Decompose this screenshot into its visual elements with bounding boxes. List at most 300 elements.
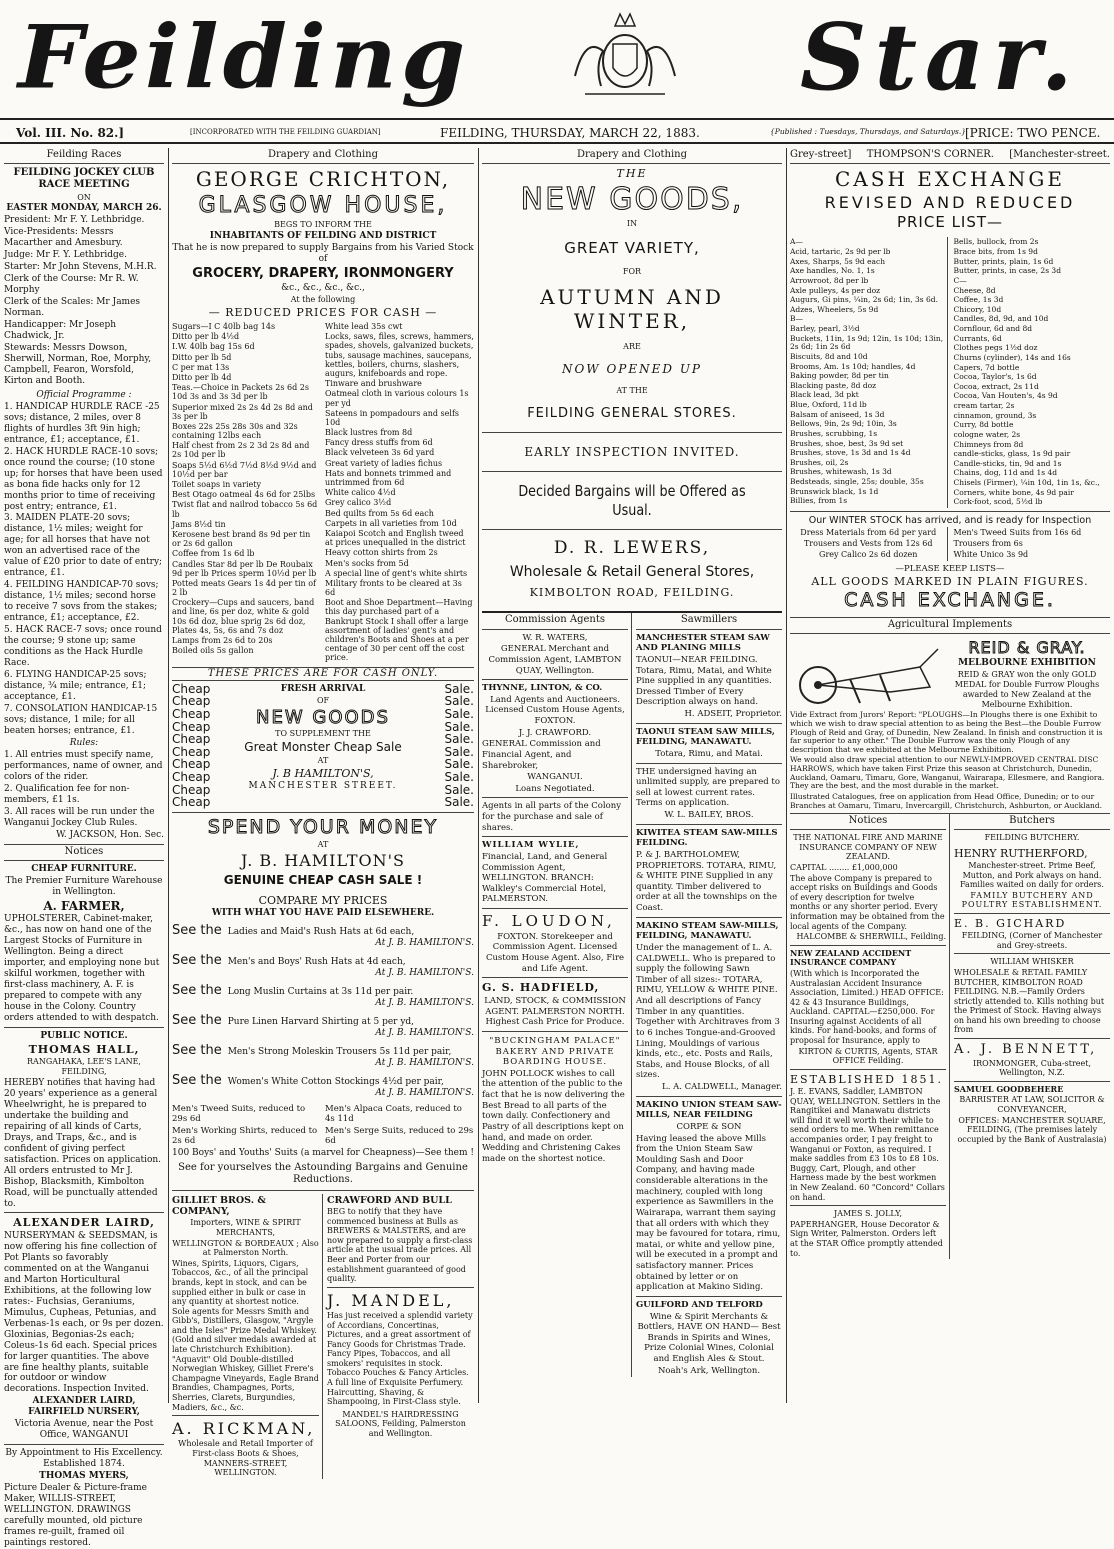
official: Clerk of the Course: Mr R. W. Morphy	[4, 274, 139, 296]
section-heading: Sawmillers	[636, 613, 782, 630]
price-list	[790, 237, 1110, 508]
price-item: Candles, 8d, 9d, and 10d	[953, 314, 1049, 324]
column-3	[482, 148, 782, 1403]
on-text: ON	[77, 192, 91, 202]
price-item: Corners, white bone, 4s 9d pair	[953, 487, 1074, 497]
ad-heading: MAKINO UNION STEAM SAW-MILLS, NEAR FEILDING	[636, 1099, 782, 1121]
ad-heading: J. J. CRAWFORD.	[518, 727, 592, 738]
ad-body: NURSERYMAN & SEEDSMAN, is now offering his fine collection of Pot Plants so favorably commented on at the Wanganui and Marton Horticultural Exhibitions, at the following low rates:- Fuchsias, Geraniums, Mimulus, Cupheas, Petunias, and Verbenas-1s each, or 9s per dozen. Gloxinias, Begonias-2s each; Coleus-1s 6d each. Special prices for larger quantities. The above are fine healthy plants, suitable for outdoor or window decorations. Inspection Invited.	[4, 1230, 164, 1395]
see-item	[172, 953, 474, 979]
ad-body: Having leased the above Mills from the Union Steam Saw Moulding Sash and Door Company, and having made considerable alterations in the machinery, coupled with long experience as Sawmillers in the Wairarapa, warrant them saying that all orders with which they may be favoured for totara, rimu, matai, or white and yellow pine, will be executed in a prompt and satisfactory manner. Prices obtained by letter or on application at Makino Siding.	[636, 1133, 781, 1293]
ad-subheading: BARRISTER AT LAW, SOLICITOR & CONVEYANCER,	[959, 1095, 1105, 1115]
cheap-column	[172, 683, 216, 809]
rule: 2. Qualification fee for non-members, £1 1s.	[4, 783, 130, 805]
cheap-word: Cheap	[172, 719, 211, 734]
jockey-club-heading: FEILDING JOCKEY CLUB RACE MEETING	[13, 167, 155, 191]
cheap-word: Cheap	[172, 769, 211, 784]
see-list	[172, 923, 474, 1099]
price-item: Balsam of aniseed, 1s 3d	[790, 409, 885, 419]
sale-word: Sale.	[444, 732, 474, 747]
race-entry: 3. MAIDEN PLATE-20 sovs; distance, 1½ miles; weight for age; for all horses that have not won an advertised race of the value of £20 prior to date of entry; entrance, £1.	[4, 513, 163, 579]
ad-heading: FEILDING GENERAL STORES.	[527, 405, 737, 421]
ad-address: MANCHESTER STREET.	[248, 781, 398, 791]
price-item: Potted meats Gears 1s 4d per tin of 2 lb	[172, 578, 316, 598]
price-item: White calico 4½d	[325, 488, 396, 498]
ad-heading: CASH EXCHANGE	[835, 167, 1065, 192]
ad-text: OF	[316, 695, 330, 705]
ad-body: PAPERHANGER, House Decorator & Sign Writer, Palmerston. Orders left at the STAR Office promptly attended to.	[790, 1219, 943, 1258]
see-text: Women's White Cotton Stockings 4½d per pair,	[227, 1076, 444, 1087]
price-item: Blacking paste, 8d doz	[790, 380, 877, 390]
programme-heading: Official Programme :	[36, 389, 132, 400]
cheap-word: Cheap	[172, 744, 211, 759]
ad-subheading: FAMILY BUTCHERY AND POULTRY ESTABLISHMENT.	[961, 890, 1103, 910]
issue-date: FEILDING, THURSDAY, MARCH 22, 1883.	[440, 126, 700, 140]
ad-signature: KIRTON & CURTIS, Agents, STAR OFFICE Feilding.	[798, 1046, 938, 1066]
ad-address: RANGAHAKA, LEE'S LANE, FEILDING,	[27, 1057, 141, 1077]
column-rule	[478, 148, 479, 1403]
ad-body: Totara, Rimu, and Matai.	[655, 748, 763, 759]
ad-subheading: EARLY INSPECTION INVITED.	[524, 444, 740, 459]
price-item: Boxes 22s 25s 28s 30s and 32s containing 12lbs each	[172, 421, 298, 441]
price-item: Axe handles, No. 1, 1s	[790, 266, 875, 276]
see-item	[172, 1043, 474, 1069]
see-text: Pure Linen Harvard Shirting at 5 per yd,	[227, 1016, 415, 1027]
column-4-header	[790, 148, 1110, 164]
price-item: cinnamon, ground, 3s	[953, 410, 1037, 420]
official: President: Mr F. Y. Lethbridge.	[4, 215, 145, 226]
ad-heading: THYNNE, LINTON, & CO.	[482, 683, 603, 694]
issue-price: [PRICE: TWO PENCE.	[965, 126, 1101, 140]
ad-text: AT THE	[616, 386, 648, 396]
price-item: Cocoa, extract, 2s 11d	[953, 381, 1039, 391]
ad-heading: THOMAS HALL,	[28, 1042, 140, 1056]
price-item: C—	[953, 275, 967, 285]
price-columns	[172, 321, 474, 664]
price-item: Capers, 7d bottle	[953, 362, 1020, 372]
see-word: See the	[172, 923, 222, 939]
ad-signature: W. L. BAILEY, BROS.	[664, 810, 754, 821]
sale-word: Sale.	[444, 744, 474, 759]
price-item: B—	[790, 314, 804, 324]
price-item: Blue, Oxford, 11d lb	[790, 400, 867, 410]
ad-heading: JAMES S. JOLLY,	[834, 1209, 902, 1219]
column-rule	[786, 148, 787, 1403]
ad-text: BEGS TO INFORM THE	[274, 220, 372, 230]
ad-body: BEG to notify that they have commenced business at Bulls as BREWERS & MALSTERS, and are now prepared to supply a first-class article at the usual trade prices. All Beer and Porter from our establishment guaranteed of good quality.	[327, 1206, 473, 1284]
official: Handicapper: Mr Joseph Chadwick, Jr.	[4, 320, 117, 341]
see-location: At J. B. HAMILTON'S.	[375, 998, 474, 1009]
price-item: Black lustres from 8d	[325, 428, 413, 438]
price-item: Churns (cylinder), 14s and 16s	[953, 352, 1071, 362]
price-item: Bed quilts from 5s 6d each	[325, 508, 434, 518]
race-date: EASTER MONDAY, MARCH 26.	[6, 203, 162, 214]
ad-heading: FRESH ARRIVAL	[280, 683, 366, 694]
royal-crest-icon	[565, 6, 685, 101]
price-item: Curry, 8d bottle	[953, 420, 1014, 430]
price-item: Cocoa, Van Houten's, 4s 9d	[953, 391, 1058, 401]
price-item: Brushes, scrubbing, 1s	[790, 428, 878, 438]
price-item: Lamps from 2s 6d to 20s	[172, 636, 273, 646]
price-item: Brushes, stove, 1s 3d and 1s 4d	[790, 448, 911, 458]
ad-body: The above Company is prepared to accept risks on Buildings and Goods of every description for twelve months or any shorter period. Every information may be obtained from the local agents of the Company.	[790, 873, 945, 931]
price-item: Brooms, Am. 1s 10d; handles, 4d	[790, 361, 916, 371]
ad-subheading: By Appointment to His Excellency. Established 1874.	[5, 1448, 163, 1470]
masthead	[0, 0, 1114, 118]
price-item: C per mat 13s	[172, 362, 230, 372]
section-heading: Drapery and Clothing	[482, 148, 782, 164]
ad-text: IN	[626, 219, 638, 229]
price-item: Locks, saws, files, screws, hammers, spades, shovels, galvanized buckets, tubs, sausage machines, saucepans, kettles, boilers, churns, slashers, augurs, knifeboards and rope.	[325, 332, 474, 378]
ad-heading: REID & GRAY.	[968, 637, 1086, 657]
ad-heading: J. B HAMILTON'S,	[272, 766, 374, 780]
publication-days: {Published : Tuesdays, Thursdays, and Saturdays.}	[770, 127, 966, 136]
price-item: Jams 8½d tin	[172, 519, 226, 529]
ad-heading: SPEND YOUR MONEY	[207, 815, 439, 838]
ad-subheading: INHABITANTS OF FEILDING AND DISTRICT	[209, 231, 437, 242]
cheap-word: Cheap	[172, 795, 211, 810]
race-entry: 7. CONSOLATION HANDICAP-15 sovs; distance, 1 mile; for all beaten horses; entrance, £1.	[4, 703, 158, 736]
see-location: At J. B. HAMILTON'S.	[375, 938, 474, 949]
cheap-word: Cheap	[172, 732, 211, 747]
price-list-left	[790, 237, 948, 508]
section-heading: Commission Agents	[482, 613, 628, 630]
race-list	[4, 402, 164, 737]
winter-item: Trousers and Vests from 12s 6d	[803, 539, 933, 549]
ad-heading: PUBLIC NOTICE.	[40, 1030, 128, 1041]
price-item: Bellows, 9in, 2s 9d; 10in, 3s	[790, 419, 897, 429]
price-item: Heavy cotton shirts from 2s	[325, 548, 438, 558]
see-item	[172, 983, 474, 1009]
ad-heading: ESTABLISHED 1851.	[790, 1072, 943, 1086]
price-item: Cornflour, 6d and 8d	[953, 324, 1033, 334]
price-item: Candles Star 8d per lb De Roubaix 9d per lb Prices sperm 10½d per lb	[172, 559, 317, 578]
ad-text: FOR	[622, 267, 642, 277]
price-item: A special line of gent's white shirts	[325, 568, 468, 578]
price-item: Ditto per lb 4d	[172, 372, 232, 382]
ad-heading: GLASGOW HOUSE,	[198, 192, 448, 218]
ad-subheading: COMPARE MY PRICES	[258, 893, 388, 907]
cheap-word: Cheap	[172, 782, 211, 797]
ad-body: Under the management of L. A. CALDWELL. Who is prepared to supply the following Sawn Timber of all sizes:- TOTARA, RIMU, YELLOW & WHITE PINE. And all descriptions of Fancy Timber in any quantities. Together with Architraves from 3 to 6 inches Tongue-and-Grooved Lining, Mouldings of various kinds, etc., etc. Posts and Rails, Stabs, and House Blocks, of all sizes.	[636, 942, 780, 1081]
price-item: cologne water, 2s	[953, 429, 1021, 439]
ad-heading: W. R. WATERS,	[522, 632, 588, 643]
price-item: Brushes, oil, 2s	[790, 457, 849, 467]
price-item: Soaps 5½d 6½d 7½d 8½d 9½d and 10½d per bar	[172, 460, 317, 479]
winter-item: Men's Tweed Suits from 16s 6d	[953, 528, 1082, 538]
ad-body: P. & J. BARTHOLOMEW, PROPRIETORS. TOTARA, RIMU, & WHITE PINE Supplied in any quantity. Timber delivered to order at all the townships on the Coast.	[636, 849, 777, 914]
ad-text: THE	[616, 167, 648, 181]
winter-item: Dress Materials from 6d per yard	[800, 528, 937, 538]
section-heading: Drapery and Clothing	[172, 148, 474, 164]
ad-text: At the following	[290, 294, 356, 304]
ad-heading: REVISED AND REDUCED	[824, 192, 1076, 212]
ad-body: Illustrated Catalogues, free on application from Head Office, Dunedin; or to our Branches at Oamaru, Timaru, Invercargill, Christchurch, Ashburton, or Auckland.	[790, 791, 1103, 810]
notices-butchers	[790, 813, 1110, 1259]
ad-heading: CHEAP FURNITURE.	[31, 863, 137, 874]
ad-subheading: The Premier Furniture Warehouse in Wellington.	[5, 875, 163, 897]
ad-address: Noah's Ark, Wellington.	[657, 1365, 761, 1376]
secretary-signature: W. JACKSON, Hon. Sec.	[56, 829, 164, 840]
ad-body: Manchester-street. Prime Beef, Mutton, and Pork always on hand. Families waited on daily for orders.	[960, 860, 1104, 890]
ad-body: WHOLESALE & RETAIL FAMILY BUTCHER, KIMBOLTON ROAD FEILDING. N.B.—Family Orders strictly attended to. Kills nothing but the Primest of Stock. Having always on hand his own breeding to choose from	[954, 967, 1105, 1035]
price-item: Currants, 6d	[953, 333, 1002, 343]
ad-body: Wholesale and Retail Importer of First-class Boots & Shoes, MANNERS-STREET, WELLINGTON.	[178, 1439, 313, 1478]
price-item: Great variety of ladies fichus	[325, 458, 443, 468]
price-item: Arrowroot, 8d per lb	[790, 275, 869, 285]
ad-heading: KIWITEA STEAM SAW-MILLS FEILDING.	[636, 827, 778, 849]
ad-heading: GUILFORD AND TELFORD	[636, 1299, 763, 1310]
suit-price: Men's Tweed Suits, reduced to 29s 6d	[172, 1103, 306, 1125]
officials-list	[4, 215, 164, 387]
sale-column	[430, 683, 474, 809]
ad-heading: WILLIAM WHISKER	[990, 957, 1074, 967]
ad-body: Picture Dealer & Picture-frame Maker, WILLIS-STREET, WELLINGTON. DRAWINGS carefully mounted, old picture frames re-guilt, framed oil paintings restored.	[4, 1483, 147, 1549]
price-item: Coffee, 1s 3d	[953, 295, 1004, 305]
suit-price: Men's Working Shirts, reduced to 2s 6d	[172, 1125, 318, 1146]
sale-word: Sale.	[444, 719, 474, 734]
price-item: Cork-foot, scod, 5½d lb	[953, 497, 1043, 507]
price-item: Tinware and brushware	[325, 379, 422, 389]
see-text: Men's Strong Moleskin Trousers 5s 11d per pair,	[227, 1046, 452, 1057]
price-item: Boiled oils 5s gallon	[172, 646, 254, 656]
price-item: Butter, prints, in case, 2s 3d	[953, 266, 1062, 276]
hardware-price-list	[325, 321, 474, 664]
ad-body: We would also draw special attention to our NEWLY-IMPROVED CENTRAL DISC HARROWS, which have taken First Prize this season at Christchurch, Dunedin, Auckland, Oamaru, Timaru, Gore, Wanganui, Wairarapa, Ellesmere, and Rangiora. They are the best, and the most durable in the market.	[790, 755, 1105, 791]
ad-heading: A. RICKMAN,	[172, 1419, 316, 1439]
ad-heading: D. R. LEWERS,	[553, 537, 711, 558]
rules-heading: Rules:	[69, 737, 99, 748]
ad-heading: HENRY RUTHERFORD,	[954, 846, 1088, 860]
price-item: Chains, dog, 11d and 1s 4d	[953, 468, 1058, 478]
ad-body: JOHN POLLOCK wishes to call the attention of the public to the fact that he is now delivering the Best Bread to all parts of the town daily. Confectionery and Pastry of all descriptions kept on hand, and made on order. Wedding and Christening Cakes made on the shortest notice.	[482, 1068, 625, 1164]
ad-subheading: Importers, WINE & SPIRIT MERCHANTS,	[190, 1218, 301, 1237]
column-1	[4, 148, 164, 1549]
grocery-price-list	[172, 321, 321, 664]
ad-body: IRONMONGER, Cuba-street, Wellington, N.Z.	[972, 1058, 1092, 1078]
ad-heading: A. FARMER,	[43, 898, 125, 913]
ad-heading: THE NATIONAL FIRE AND MARINE INSURANCE COMPANY OF NEW ZEALAND.	[793, 833, 943, 862]
price-item: Black lead, 3d pkt	[790, 390, 859, 400]
price-item: White lead 35s cwt	[325, 322, 403, 332]
price-item: Axes, Sharps, 5s 9d each	[790, 256, 886, 266]
price-item: Half chest from 2s 2 3d 2s 8d and 2s 10d per lb	[172, 441, 310, 460]
see-word: See the	[172, 1042, 222, 1058]
price-item: Men's socks from 5d	[325, 558, 409, 568]
ad-heading: GEORGE CRICHTON,	[195, 167, 451, 192]
price-item: Brushes, whitewash, 1s 3d	[790, 467, 892, 477]
official: Judge: Mr F. Y. Lethbridge.	[4, 250, 127, 261]
section-heading: Notices	[790, 814, 946, 830]
ad-subheading: Our WINTER STOCK has arrived, and is ready for Inspection	[808, 514, 1092, 526]
winter-item: Trousers from 6s	[953, 539, 1023, 549]
winter-item: Grey Calico 2s 6d dozen	[819, 549, 918, 559]
official: Stewards: Messrs Dowson, Sherwill, Norman, Roe, Morphy, Campbell, Fearon, Worsfold, Kirton and Booth.	[4, 342, 152, 386]
price-item: Adzes, Wheelers, 5s 9d	[790, 304, 879, 314]
price-item: Kaiapoi Scotch and English tweed at prices unequalled in the district	[325, 528, 466, 548]
ad-heading: J. B. HAMILTON'S	[241, 850, 405, 870]
ad-subheading: MELBOURNE EXHIBITION	[958, 658, 1096, 669]
see-text: Ladies and Maid's Rush Hats at 6d each,	[227, 927, 415, 938]
official: Clerk of the Scales: Mr James Norman.	[4, 297, 141, 319]
ad-heading: NEW ZEALAND ACCIDENT INSURANCE COMPANY	[790, 947, 912, 968]
ad-subheading: Great Monster Cheap Sale	[244, 740, 402, 755]
price-item: Crockery—Cups and saucers, band and line, 6s per doz, white & gold 10s 6d doz, blue sprig 2s 6d doz, Plates 4s, 5s, 6s and 7s doz	[172, 598, 315, 635]
price-item: Cocoa, Taylor's, 1s 6d	[953, 372, 1037, 382]
ad-heading: THOMAS MYERS,	[39, 1471, 129, 1482]
suit-price: Men's Serge Suits, reduced to 29s 6d	[325, 1125, 474, 1146]
ad-body: THE undersigned having an unlimited supply, are prepared to sell at lowest current rates. Terms on application.	[636, 766, 780, 809]
ad-signature: H. ADSEIT, Proprietor.	[684, 709, 782, 720]
price-item: Chimneys from 8d	[953, 439, 1024, 449]
price-item: Brunswick black, 1s 1d	[790, 486, 879, 496]
price-item: Oatmeal cloth in various colours 1s per yd	[325, 389, 469, 408]
official: Starter: Mr John Stevens, M.H.R.	[4, 262, 157, 273]
cheap-sale-block	[172, 683, 474, 809]
section-heading: Butchers	[954, 814, 1110, 830]
ad-heading: Decided Bargains will be Offered as Usual.	[518, 482, 746, 519]
ad-body: GENERAL Commission and Financial Agent, and Sharebroker,	[482, 739, 601, 771]
price-item: Buckets, 11in, 1s 9d; 12in, 1s 10d; 13in, 2s 6d; 1in 2s 6d	[790, 333, 944, 352]
ad-text: ARE	[623, 341, 641, 351]
cheap-word: Cheap	[172, 757, 211, 772]
ad-body: Wine & Spirit Merchants & Bottlers, HAVE ON HAND— Best Brands in Spirits and Wines, Prize Colonial Wines, Colonial and English Ales & Stout.	[637, 1311, 781, 1365]
price-item: Coffee from 1s 6d lb	[172, 549, 255, 559]
ad-text: Agents in all parts of the Colony for the purchase and sale of shares.	[482, 801, 622, 833]
ad-heading: NEW GOODS	[256, 706, 390, 728]
price-item: Brushes, shoe, best, 3s 9d set	[790, 438, 904, 448]
masthead-title-right: Star.	[800, 3, 1081, 111]
ad-text: Loans Negotiated.	[515, 783, 595, 794]
ad-subheading: WITH WHAT YOU HAVE PAID ELSEWHERE.	[211, 908, 435, 919]
notices-column	[790, 814, 950, 1259]
see-item	[172, 923, 474, 949]
price-item: Sateens in pompadours and selfs 10d	[325, 408, 460, 427]
commission-agents	[482, 613, 632, 1377]
price-item: Teas.—Choice in Packets 2s 6d 2s 10d 3s and 3s 3d per lb	[172, 383, 309, 402]
ad-subheading: See for yourselves the Astounding Bargains and Genuine Reductions.	[178, 1162, 468, 1186]
ad-heading: GENUINE CHEAP CASH SALE !	[223, 873, 423, 888]
reid-gray-ad	[790, 637, 1110, 710]
ad-heading: MAKINO STEAM SAW-MILLS, FEILDING, MANAWATU.	[636, 920, 779, 942]
race-entry: 2. HACK HURDLE RACE-10 sovs; once round the course; (10 stone up; for horses that have been used as bona fide hacks only for 12 months prior to time of receiving post entry; entrance, £1.	[4, 446, 163, 512]
ad-text: AT	[317, 755, 329, 765]
rule: 1. All entries must specify name, performances, name of owner, and colors of the rider.	[4, 749, 163, 782]
ad-subheading: ALL GOODS MARKED IN PLAIN FIGURES.	[811, 575, 1089, 589]
see-word: See the	[172, 983, 222, 999]
sale-word: Sale.	[444, 782, 474, 797]
incorporated-note: [INCORPORATED WITH THE FEILDING GUARDIAN]	[190, 128, 381, 136]
price-item: Clothes pegs 1½d doz	[953, 343, 1038, 353]
ad-text: AT	[317, 839, 329, 849]
ad-heading: GROCERY, DRAPERY, IRONMONGERY	[192, 266, 454, 282]
see-location: At J. B. HAMILTON'S.	[375, 1087, 474, 1098]
see-word: See the	[172, 1012, 222, 1028]
ad-heading: AUTUMN AND WINTER,	[540, 284, 724, 334]
corner-label: THOMPSON'S CORNER.	[866, 149, 994, 160]
dateline-bar	[0, 118, 1114, 144]
ad-heading: NOW OPENED UP	[561, 361, 703, 376]
crawford-ad	[327, 1194, 474, 1479]
ad-signature: L. A. CALDWELL, Manager.	[662, 1082, 782, 1093]
price-item: Boot and Shoe Department—Having this day purchased part of a Bankrupt Stock I shall offer a large assortment of ladies' gent's and children's Boots and Shoes at a per centage of 30 per cent off the cost price.	[325, 598, 473, 663]
price-item: Barley, pearl, 3½d	[790, 324, 860, 334]
ad-heading: J. MANDEL,	[327, 1290, 455, 1310]
price-item: Bedsteads, single, 25s; double, 35s	[790, 477, 924, 487]
ad-heading: FEILDING BUTCHERY.	[984, 833, 1080, 843]
masthead-title-left: Feilding	[18, 5, 470, 109]
ad-text: 100 Boys' and Youths' Suits (a marvel for Cheapness)—See them !	[172, 1148, 475, 1159]
ad-body: Wines, Spirits, Liquors, Cigars, Tobaccos, &c., of all the principal brands, kept in stock, and can be supplied either in bulk or case in any quantity at shortest notice. Sole agents for Messrs Smith and Gibb's, Distillers, Glasgow, "Argyle and the Isles" Prize Medal Whiskey. (Gold and silver medals awarded at late Christchurch Exhibition). "Aquavit" Old Double-distilled Norwegian Whiskey, Gilliet Frere's Champagne Vineyards, Eagle Brand Brandies, Champagnes, Ports, Sherries, Clarets, Burgundies, Madiers, &c., &c.	[172, 1258, 319, 1412]
ad-body: FEILDING, (Corner of Manchester and Grey-streets.	[961, 931, 1103, 950]
ad-heading: CASH EXCHANGE.	[844, 589, 1056, 612]
volume-number: Vol. III. No. 82.]	[16, 126, 124, 140]
ad-heading: GILLIET BROS. & COMPANY,	[172, 1194, 266, 1217]
price-item: Ditto per lb 4½d	[172, 332, 240, 342]
column-4	[790, 148, 1110, 1403]
ad-signature: MANDEL'S HAIRDRESSING SALOONS, Feilding, Palmerston and Wellington.	[335, 1409, 466, 1439]
ad-body: Has just received a splendid variety of Accordians, Concertinas, Pictures, and a great assortment of Fancy Goods for Christmas Trade. Fancy Pipes, Tobaccos, and all smokers' requisites in stock. Tobacco Pouches & Fancy Articles. A full line of Exquisite Perfumery. Haircutting, Shaving, & Shampooing, in First-Class style.	[327, 1310, 473, 1407]
ad-heading: MANCHESTER STEAM SAW AND PLANING MILLS	[636, 632, 770, 654]
race-entry: 6. FLYING HANDICAP-25 sovs; distance, ¾ mile; entrance, £1; acceptance, £1.	[4, 670, 147, 702]
price-item: Military fronts to be cleared at 3s 6d	[325, 578, 462, 598]
column-rule	[168, 148, 169, 1403]
ad-address: WELLINGTON & BORDEAUX ; Also at Palmerston North.	[172, 1238, 319, 1258]
ad-heading: ALEXANDER LAIRD,	[13, 1216, 155, 1230]
winter-item: White Unico 3s 9d	[953, 549, 1029, 559]
ad-text: TO SUPPLEMENT THE	[275, 729, 371, 739]
ad-heading: NEW GOODS,	[520, 181, 744, 217]
fresh-arrival	[216, 683, 430, 809]
agents-sawmillers	[482, 613, 782, 1377]
price-item: Fancy dress stuffs from 6d	[325, 438, 433, 448]
ad-text: CAPITAL ........ £1,000,000	[790, 862, 898, 872]
see-item	[172, 1013, 474, 1039]
rule: 3. All races will be run under the Wanganui Jockey Club Rules.	[4, 806, 155, 828]
ad-subheading: — REDUCED PRICES FOR CASH —	[208, 305, 438, 319]
ad-body: GENERAL Merchant and Commission Agent, LAMBTON QUAY, Wellington.	[488, 644, 622, 676]
ad-body: (With which is Incorporated the Australasian Accident Insurance Association, Limited.) HEAD OFFICE: 42 & 43 Insurance Buildings, Auckland. CAPITAL—£250,000. For Insuring against Accidents of all kinds. For hand-books, and forms of proposal for Insurance, apply to	[790, 968, 944, 1046]
sale-word: Sale.	[444, 681, 474, 696]
sale-word: Sale.	[444, 757, 474, 772]
ad-signature: HALCOMBE & SHERWILL, Feilding.	[796, 932, 946, 942]
price-item: Ditto per lb 5d	[172, 352, 232, 362]
sale-word: Sale.	[444, 694, 474, 709]
price-item: Baking powder, 8d per tin	[790, 371, 889, 381]
ad-heading: PRICE LIST—	[896, 213, 1004, 232]
price-item: Best Otago oatmeal 4s 6d for 25lbs	[172, 490, 316, 500]
bottom-ads	[172, 1194, 474, 1479]
cash-only-notice: THESE PRICES ARE FOR CASH ONLY.	[172, 667, 474, 681]
price-item: I.W. 40lb bag 15s 6d	[172, 342, 255, 352]
price-item: A—	[790, 237, 803, 247]
ad-heading: TAONUI STEAM SAW MILLS, FEILDING, MANAWATU.	[636, 726, 775, 748]
cheap-word: Cheap	[172, 681, 211, 696]
ad-body: TAONUI—NEAR FEILDING. Totara, Rimu, Matai, and White Pine supplied in any quantities. Dressed Timber of Every Description always on hand.	[636, 654, 772, 708]
official: Vice-Presidents: Messrs Macarther and Amesbury.	[4, 227, 123, 249]
ad-heading: G. S. HADFIELD,	[482, 981, 600, 995]
ad-text: —PLEASE KEEP LISTS—	[895, 563, 1005, 574]
see-item	[172, 1073, 474, 1099]
section-heading: Feilding Races	[4, 148, 164, 164]
ad-heading: "BUCKINGHAM PALACE" BAKERY AND PRIVATE BOARDING HOUSE.	[489, 1035, 621, 1068]
ad-text: &c., &c., &c., &c.,	[281, 282, 365, 293]
ad-body: Land Agents and Auctioneers. Licensed Custom House Agents, FOXTON.	[485, 694, 625, 727]
ad-heading: F. LOUDON,	[482, 912, 616, 931]
see-location: At J. B. HAMILTON'S.	[375, 968, 474, 979]
ad-body: J. E. EVANS, Saddler, LAMBTON QUAY, WELLINGTON. Settlers in the Rangitikei and Manawatu districts will find it well worth their while to send orders to me. When remittance accompanies order, I pay freight to Wanganui or Foxton, as required. I make saddles from £3 10s to £8 10s. Buggy, Cart, Plough, and other Harness made by the best workmen in New Zealand. 60 "Concord" Collars on hand.	[790, 1087, 945, 1202]
plough-icon	[790, 637, 940, 709]
